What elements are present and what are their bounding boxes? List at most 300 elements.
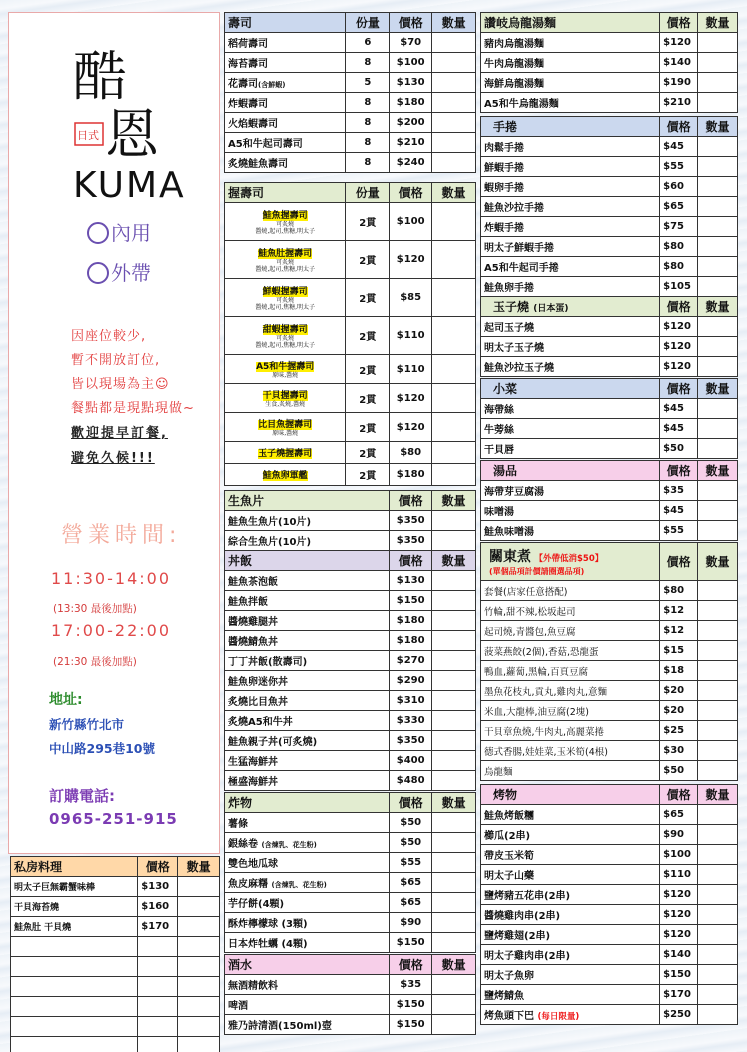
qty-cell[interactable] [432, 913, 476, 933]
qty-cell[interactable] [698, 1005, 738, 1025]
qty-cell[interactable] [698, 439, 738, 459]
qty-cell[interactable] [698, 945, 738, 965]
qty-cell[interactable] [698, 53, 738, 73]
col-header-qty: 數量 [432, 793, 476, 813]
item-name: 銀絲卷 [228, 839, 258, 850]
item-name: 鮭魚沙拉玉子燒 [481, 357, 660, 377]
phone-number: 0965-251-915 [49, 810, 178, 828]
qty-cell[interactable] [698, 237, 738, 257]
item-price: $45 [660, 501, 698, 521]
section-title: 湯品 [481, 461, 660, 481]
item-price: $140 [660, 945, 698, 965]
qty-cell[interactable] [432, 73, 476, 93]
col-header-price: 價格 [660, 379, 698, 399]
qty-cell[interactable] [698, 93, 738, 113]
qty-cell[interactable] [698, 601, 738, 621]
item-name: 鹽烤鯖魚 [481, 985, 660, 1005]
col-header-price: 價格 [390, 491, 432, 511]
empty-cell [11, 937, 138, 957]
item-name: 丁丁丼飯(散壽司) [225, 651, 390, 671]
qty-cell[interactable] [698, 985, 738, 1005]
takeout-label: 外帶 [111, 261, 151, 285]
qty-cell[interactable] [698, 661, 738, 681]
item-name: 鮭魚拌飯 [225, 591, 390, 611]
item-name: 干貝唇 [481, 439, 660, 459]
item-name: 起司玉子燒 [481, 317, 660, 337]
item-name: 啤酒 [225, 995, 390, 1015]
address-label: 地址: [49, 692, 83, 708]
section-title: 小菜 [481, 379, 660, 399]
qty-cell[interactable] [698, 721, 738, 741]
item-name: 炙燒A5和牛丼 [225, 711, 390, 731]
qty-cell[interactable] [432, 133, 476, 153]
notice-line: 餐點都是現點現做~ [71, 401, 195, 416]
qty-cell[interactable] [432, 833, 476, 853]
item-price: $290 [390, 671, 432, 691]
item-name: 海鮮烏龍湯麵 [481, 73, 660, 93]
item-name: A5和牛起司手捲 [481, 257, 660, 277]
fried-table [224, 792, 476, 953]
item-name: 烤魚頭下巴 [484, 1011, 534, 1022]
hours-time: 17:00-22:00 [51, 621, 171, 640]
qty-cell[interactable] [432, 691, 476, 711]
private-menu-table [10, 856, 220, 1052]
qty-cell[interactable] [698, 845, 738, 865]
item-name: 極盛海鮮丼 [225, 771, 390, 791]
item-price: $200 [390, 113, 432, 133]
empty-cell [138, 1017, 178, 1037]
item-portion: 2貫 [346, 203, 390, 241]
col-header-qty: 數量 [432, 955, 476, 975]
section-note-2: (單個品項計價請圈選品項) [489, 567, 585, 576]
qty-cell[interactable] [432, 442, 476, 464]
hours-title: 營業時間: [61, 523, 182, 548]
item-price: $110 [660, 865, 698, 885]
item-price: $60 [660, 177, 698, 197]
empty-cell [11, 957, 138, 977]
qty-cell[interactable] [432, 464, 476, 486]
item-name: 鮭魚握壽司 [262, 211, 308, 221]
qty-cell[interactable] [432, 113, 476, 133]
qty-cell[interactable] [698, 419, 738, 439]
drinks-table [224, 954, 476, 1035]
item-price: $80 [660, 581, 698, 601]
col-header-price: 價格 [660, 297, 698, 317]
checkbox-circle-icon[interactable] [87, 262, 109, 284]
item-name: 鮮蝦手捲 [481, 157, 660, 177]
section-title: 壽司 [225, 13, 346, 33]
qty-cell[interactable] [432, 413, 476, 442]
item-name: 明太子魚卵 [481, 965, 660, 985]
item-price: $100 [390, 203, 432, 241]
item-portion: 2貫 [346, 413, 390, 442]
item-name: 帶皮玉米筍 [481, 845, 660, 865]
item-price: $180 [390, 611, 432, 631]
item-price: $50 [390, 833, 432, 853]
col-header-portion: 份量 [346, 183, 390, 203]
qty-cell[interactable] [432, 631, 476, 651]
section-title: 手捲 [481, 117, 660, 137]
qty-cell[interactable] [698, 521, 738, 541]
item-sub: 原味,醬燒 [272, 430, 299, 437]
qty-cell[interactable] [432, 33, 476, 53]
col-header-qty: 數量 [698, 297, 738, 317]
qty-cell[interactable] [698, 357, 738, 377]
qty-cell[interactable] [432, 1015, 476, 1035]
qty-cell[interactable] [432, 355, 476, 384]
col-header-price: 價格 [390, 183, 432, 203]
item-price: $20 [660, 701, 698, 721]
item-price: $170 [138, 917, 178, 937]
qty-cell[interactable] [432, 384, 476, 413]
item-name: 明太子雞肉串(2串) [481, 945, 660, 965]
item-name: 牛肉烏龍湯麵 [481, 53, 660, 73]
qty-cell[interactable] [432, 975, 476, 995]
takeout-option[interactable] [87, 257, 151, 286]
qty-cell[interactable] [698, 399, 738, 419]
soup-table [480, 460, 738, 541]
nigiri-table [224, 182, 476, 486]
item-price: $80 [390, 442, 432, 464]
qty-cell[interactable] [432, 611, 476, 631]
item-sub: 可炙燒 [276, 259, 295, 266]
item-name: 櫛瓜(2串) [481, 825, 660, 845]
item-name: 明太子巨無霸蟹味棒 [11, 877, 138, 897]
logo-badge: 日式 [77, 129, 99, 142]
qty-cell[interactable] [432, 93, 476, 113]
col-header-qty: 數量 [432, 13, 476, 33]
qty-cell[interactable] [178, 977, 220, 997]
logo-char-2: 恩 [105, 103, 159, 166]
col-header-qty: 數量 [698, 379, 738, 399]
qty-cell[interactable] [432, 873, 476, 893]
section-title: 烤物 [481, 785, 660, 805]
item-price: $12 [660, 621, 698, 641]
item-portion: 6 [346, 33, 390, 53]
qty-cell[interactable] [432, 933, 476, 953]
item-price: $150 [390, 1015, 432, 1035]
item-name: 鮭魚烤飯糰 [481, 805, 660, 825]
qty-cell[interactable] [698, 257, 738, 277]
item-price: $35 [660, 481, 698, 501]
qty-cell[interactable] [432, 531, 476, 551]
item-portion: 8 [346, 93, 390, 113]
oden-table [480, 542, 738, 781]
item-sub: 可炙燒 [276, 297, 295, 304]
qty-cell[interactable] [698, 581, 738, 601]
qty-cell[interactable] [432, 671, 476, 691]
qty-cell[interactable] [432, 995, 476, 1015]
tamago-table [480, 296, 738, 377]
qty-cell[interactable] [698, 337, 738, 357]
qty-cell[interactable] [698, 905, 738, 925]
qty-cell[interactable] [698, 481, 738, 501]
item-price: $170 [660, 985, 698, 1005]
item-price: $50 [390, 813, 432, 833]
qty-cell[interactable] [178, 957, 220, 977]
qty-cell[interactable] [698, 761, 738, 781]
checkbox-circle-icon[interactable] [87, 222, 109, 244]
item-price: $85 [390, 279, 432, 317]
item-portion: 2貫 [346, 279, 390, 317]
item-name: 鮭魚肚握壽司 [258, 249, 313, 259]
qty-cell[interactable] [698, 925, 738, 945]
item-portion: 2貫 [346, 442, 390, 464]
item-price: $120 [660, 357, 698, 377]
qty-cell[interactable] [698, 33, 738, 53]
item-price: $45 [660, 399, 698, 419]
dine-in-option[interactable] [87, 217, 151, 246]
qty-cell[interactable] [432, 853, 476, 873]
item-price: $210 [390, 133, 432, 153]
udon-table [480, 12, 738, 113]
col-header-qty: 數量 [698, 13, 738, 33]
item-sub: 醬燒,起司,焦糖,明太子 [255, 266, 316, 273]
item-name: 海苔壽司 [225, 53, 346, 73]
qty-cell[interactable] [432, 511, 476, 531]
item-price: $15 [660, 641, 698, 661]
item-price: $110 [390, 355, 432, 384]
item-portion: 2貫 [346, 355, 390, 384]
empty-cell [11, 997, 138, 1017]
hours-time: 11:30-14:00 [51, 569, 171, 588]
qty-cell[interactable] [432, 153, 476, 173]
hours-last-order: (21:30 最後加點) [53, 656, 137, 668]
col-header-qty: 數量 [432, 183, 476, 203]
item-name: 雅乃詩清酒(150ml)壺 [225, 1015, 390, 1035]
qty-cell[interactable] [698, 865, 738, 885]
phone-label: 訂購電話: [49, 787, 115, 805]
item-name: 烏龍麵 [481, 761, 660, 781]
sushi-table [224, 12, 476, 173]
empty-cell [11, 977, 138, 997]
section-title: 酒水 [225, 955, 390, 975]
item-name: A5和牛起司壽司 [225, 133, 346, 153]
col-header-price: 價格 [390, 551, 432, 571]
qty-cell[interactable] [432, 591, 476, 611]
grill-table [480, 784, 738, 1025]
item-price: $65 [660, 805, 698, 825]
item-name: 綜合生魚片(10片) [225, 531, 390, 551]
item-price: $50 [660, 761, 698, 781]
item-name: 明太子山藥 [481, 865, 660, 885]
qty-cell[interactable] [432, 893, 476, 913]
item-price: $350 [390, 731, 432, 751]
item-price: $20 [660, 681, 698, 701]
logo-text: KUMA [73, 165, 186, 205]
qty-cell[interactable] [178, 917, 220, 937]
qty-cell[interactable] [178, 877, 220, 897]
qty-cell[interactable] [432, 751, 476, 771]
item-name: 菠菜燕餃(2個),香菇,恐龍蛋 [481, 641, 660, 661]
item-note: (含煉乳、花生粉) [271, 881, 327, 889]
empty-cell [11, 1017, 138, 1037]
item-name: 鮭魚親子丼(可炙燒) [225, 731, 390, 751]
col-header-price: 價格 [660, 461, 698, 481]
qty-cell[interactable] [432, 711, 476, 731]
logo-char-1: 酷 [73, 45, 127, 108]
qty-cell[interactable] [178, 937, 220, 957]
qty-cell[interactable] [698, 805, 738, 825]
section-title: 生魚片 [225, 491, 390, 511]
section-title: 私房料理 [11, 857, 138, 877]
item-name: 鮭魚卵手捲 [481, 277, 660, 297]
col-header-price: 價格 [660, 543, 698, 581]
item-price: $270 [390, 651, 432, 671]
qty-cell[interactable] [698, 641, 738, 661]
item-price: $150 [660, 965, 698, 985]
qty-cell[interactable] [178, 1017, 220, 1037]
item-price: $180 [390, 464, 432, 486]
item-name: 海帶芽豆腐湯 [481, 481, 660, 501]
item-name: 干貝章魚燒,牛肉丸,高麗菜捲 [481, 721, 660, 741]
item-name: A5和牛烏龍湯麵 [481, 93, 660, 113]
notice-bold-line: 避免久候!!! [71, 451, 155, 466]
empty-cell [138, 937, 178, 957]
item-sub: 醬燒,起司,焦糖,明太子 [255, 342, 316, 349]
empty-cell [11, 1037, 138, 1052]
item-price: $45 [660, 137, 698, 157]
qty-cell[interactable] [698, 885, 738, 905]
empty-cell [138, 1037, 178, 1052]
col-header-qty: 數量 [698, 543, 738, 581]
item-price: $35 [390, 975, 432, 995]
item-name: 明太子玉子燒 [481, 337, 660, 357]
item-name: 醬燒雞腿丼 [225, 611, 390, 631]
item-name: 鮭魚沙拉手捲 [481, 197, 660, 217]
item-price: $50 [660, 439, 698, 459]
item-name: 墨魚花枝丸,貢丸,雞肉丸,意麵 [481, 681, 660, 701]
item-price: $120 [390, 241, 432, 279]
qty-cell[interactable] [432, 241, 476, 279]
item-portion: 8 [346, 53, 390, 73]
item-sub: 生食,炙燒,醬燒 [265, 401, 306, 408]
item-price: $480 [390, 771, 432, 791]
col-header-qty: 數量 [698, 117, 738, 137]
qty-cell[interactable] [432, 731, 476, 751]
item-price: $310 [390, 691, 432, 711]
qty-cell[interactable] [698, 501, 738, 521]
item-name: 魚皮麻糬 [228, 879, 268, 890]
item-name: 雙色地瓜球 [225, 853, 390, 873]
item-price: $100 [660, 845, 698, 865]
section-title: 關東煮 [489, 549, 531, 565]
qty-cell[interactable] [178, 997, 220, 1017]
item-price: $12 [660, 601, 698, 621]
qty-cell[interactable] [698, 157, 738, 177]
notice-line: 暫不開放訂位, [71, 353, 161, 368]
item-note: (每日限量) [537, 1012, 580, 1022]
item-price: $90 [660, 825, 698, 845]
section-title: 炸物 [225, 793, 390, 813]
item-name: 稻荷壽司 [225, 33, 346, 53]
item-price: $55 [660, 521, 698, 541]
qty-cell[interactable] [432, 317, 476, 355]
item-price: $65 [660, 197, 698, 217]
item-portion: 8 [346, 133, 390, 153]
qty-cell[interactable] [432, 53, 476, 73]
item-sub: 可炙燒 [276, 221, 295, 228]
item-name: 鮭魚卵迷你丼 [225, 671, 390, 691]
qty-cell[interactable] [432, 651, 476, 671]
item-name: 無酒精飲料 [225, 975, 390, 995]
col-header-price: 價格 [660, 13, 698, 33]
qty-cell[interactable] [698, 277, 738, 297]
item-name: 套餐(店家任意搭配) [481, 581, 660, 601]
item-price: $120 [660, 885, 698, 905]
empty-cell [138, 997, 178, 1017]
qty-cell[interactable] [432, 813, 476, 833]
qty-cell[interactable] [178, 1037, 220, 1052]
qty-cell[interactable] [698, 825, 738, 845]
dine-in-label: 內用 [111, 221, 151, 245]
address-line: 新竹縣竹北市 [49, 717, 125, 732]
item-price: $120 [390, 384, 432, 413]
empty-cell [138, 977, 178, 997]
qty-cell[interactable] [698, 965, 738, 985]
donburi-table [224, 550, 476, 791]
col-header-qty: 數量 [432, 551, 476, 571]
item-name: 鮭魚味噌湯 [481, 521, 660, 541]
item-name: 蝦卵手捲 [481, 177, 660, 197]
qty-cell[interactable] [432, 279, 476, 317]
qty-cell[interactable] [698, 217, 738, 237]
item-price: $180 [390, 631, 432, 651]
item-price: $240 [390, 153, 432, 173]
item-name: 日本炸牡蠣 (4顆) [225, 933, 390, 953]
qty-cell[interactable] [432, 571, 476, 591]
qty-cell[interactable] [698, 681, 738, 701]
sashimi-table [224, 490, 476, 551]
item-price: $180 [390, 93, 432, 113]
qty-cell[interactable] [698, 317, 738, 337]
qty-cell[interactable] [698, 137, 738, 157]
qty-cell[interactable] [432, 203, 476, 241]
qty-cell[interactable] [698, 177, 738, 197]
item-name: 海帶絲 [481, 399, 660, 419]
item-price: $350 [390, 511, 432, 531]
qty-cell[interactable] [178, 897, 220, 917]
item-portion: 8 [346, 153, 390, 173]
item-portion: 2貫 [346, 464, 390, 486]
item-portion: 2貫 [346, 241, 390, 279]
qty-cell[interactable] [698, 701, 738, 721]
address-line: 中山路295巷10號 [49, 741, 155, 756]
item-price: $55 [390, 853, 432, 873]
item-price: $65 [390, 873, 432, 893]
item-name: 鮭魚卵軍艦 [262, 471, 308, 481]
item-name: 鮭魚茶泡飯 [225, 571, 390, 591]
col-header-qty: 數量 [178, 857, 220, 877]
item-name: 明太子鮮蝦手捲 [481, 237, 660, 257]
section-title: 丼飯 [225, 551, 390, 571]
col-header-portion: 份量 [346, 13, 390, 33]
item-price: $120 [660, 337, 698, 357]
qty-cell[interactable] [698, 197, 738, 217]
item-name: 酥炸檸檬球 (3顆) [225, 913, 390, 933]
item-portion: 2貫 [346, 317, 390, 355]
item-name: 干貝海苔燒 [11, 897, 138, 917]
item-name: 炸蝦壽司 [225, 93, 346, 113]
item-price: $90 [390, 913, 432, 933]
qty-cell[interactable] [698, 621, 738, 641]
col-header-price: 價格 [660, 785, 698, 805]
item-price: $120 [390, 413, 432, 442]
qty-cell[interactable] [698, 73, 738, 93]
qty-cell[interactable] [432, 771, 476, 791]
qty-cell[interactable] [698, 741, 738, 761]
item-name: 炙燒比目魚丼 [225, 691, 390, 711]
